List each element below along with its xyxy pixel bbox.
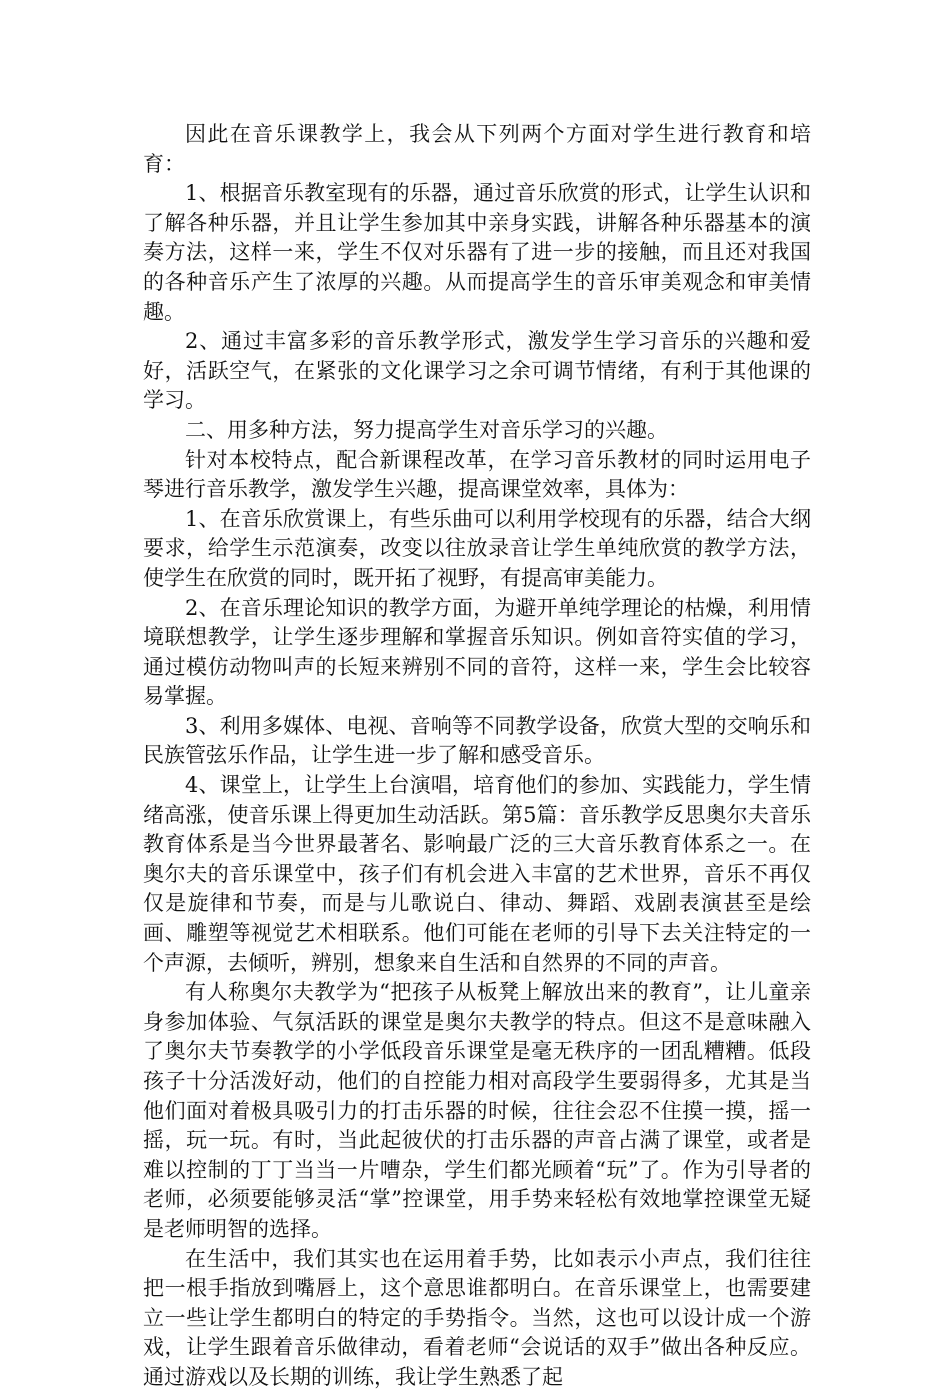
paragraph: 2、通过丰富多彩的音乐教学形式，激发学生学习音乐的兴趣和爱好，活跃空气，在紧张的文化课学习之余可调节情绪，有利于其他课的学习。 (143, 329, 811, 413)
paragraph: 在生活中，我们其实也在运用着手势，比如表示小声点，我们往往把一根手指放到嘴唇上，这个意思谁都明白。在音乐课堂上，也需要建立一些让学生都明白的特定的手势指令。当然，这也可以设计成一个游戏，让学生跟着音乐做律动，看着老师“会说话的双手”做出各种反应。通过游戏以及长期的训练，我让学生熟悉了起 (143, 1246, 811, 1389)
paragraph: 4、课堂上，让学生上台演唱，培育他们的参加、实践能力，学生情绪高涨，使音乐课上得更加生动活跃。第5篇：音乐教学反思奥尔夫音乐教育体系是当今世界最著名、影响最广泛的三大音乐教育体系之一。在奥尔夫的音乐课堂中，孩子们有机会进入丰富的艺术世界，音乐不再仅仅是旋律和节奏，而是与儿歌说白、律动、舞蹈、戏剧表演甚至是绘画、雕塑等视觉艺术相联系。他们可能在老师的引导下去关注特定的一个声源，去倾听，辨别，想象来自生活和自然界的不同的声音。 (143, 773, 811, 975)
paragraph: 针对本校特点，配合新课程改革，在学习音乐教材的同时运用电子琴进行音乐教学，激发学生兴趣，提高课堂效率，具体为： (143, 447, 811, 502)
paragraph: 2、在音乐理论知识的教学方面，为避开单纯学理论的枯燥，利用情境联想教学，让学生逐步理解和掌握音乐知识。例如音符实值的学习，通过模仿动物叫声的长短来辨别不同的音符，这样一来，学生会比较容易掌握。 (143, 595, 811, 709)
section-heading: 二、用多种方法，努力提高学生对音乐学习的兴趣。 (185, 417, 668, 442)
paragraph: 1、在音乐欣赏课上，有些乐曲可以利用学校现有的乐器，结合大纲要求，给学生示范演奏，改变以往放录音让学生单纯欣赏的教学方法，使学生在欣赏的同时，既开拓了视野，有提高审美能力。 (143, 506, 811, 590)
paragraph: 有人称奥尔夫教学为“把孩子从板凳上解放出来的教育”，让儿童亲身参加体验、气氛活跃的课堂是奥尔夫教学的特点。但这不是意味融入了奥尔夫节奏教学的小学低段音乐课堂是毫无秩序的一团乱糟糟。低段孩子十分活泼好动，他们的自控能力相对高段学生要弱得多，尤其是当他们面对着极具吸引力的打击乐器的时候，往往会忍不住摸一摸，摇一摇，玩一玩。有时，当此起彼伏的打击乐器的声音占满了课堂，或者是难以控制的丁丁当当一片嘈杂，学生们都光顾着“玩”了。作为引导者的老师，必须要能够灵活“掌”控课堂，用手势来轻松有效地掌控课堂无疑是老师明智的选择。 (143, 980, 811, 1241)
paragraph: 3、利用多媒体、电视、音响等不同教学设备，欣赏大型的交响乐和民族管弦乐作品，让学生进一步了解和感受音乐。 (143, 713, 811, 768)
paragraph: 因此在音乐课教学上，我会从下列两个方面对学生进行教育和培育： (143, 122, 811, 176)
document-body (143, 120, 811, 1393)
paragraph: 1、根据音乐教室现有的乐器，通过音乐欣赏的形式，让学生认识和了解各种乐器，并且让学生参加其中亲身实践，讲解各种乐器基本的演奏方法，这样一来，学生不仅对乐器有了进一步的接触，而且还对我国的各种音乐产生了浓厚的兴趣。从而提高学生的音乐审美观念和审美情趣。 (143, 181, 811, 324)
